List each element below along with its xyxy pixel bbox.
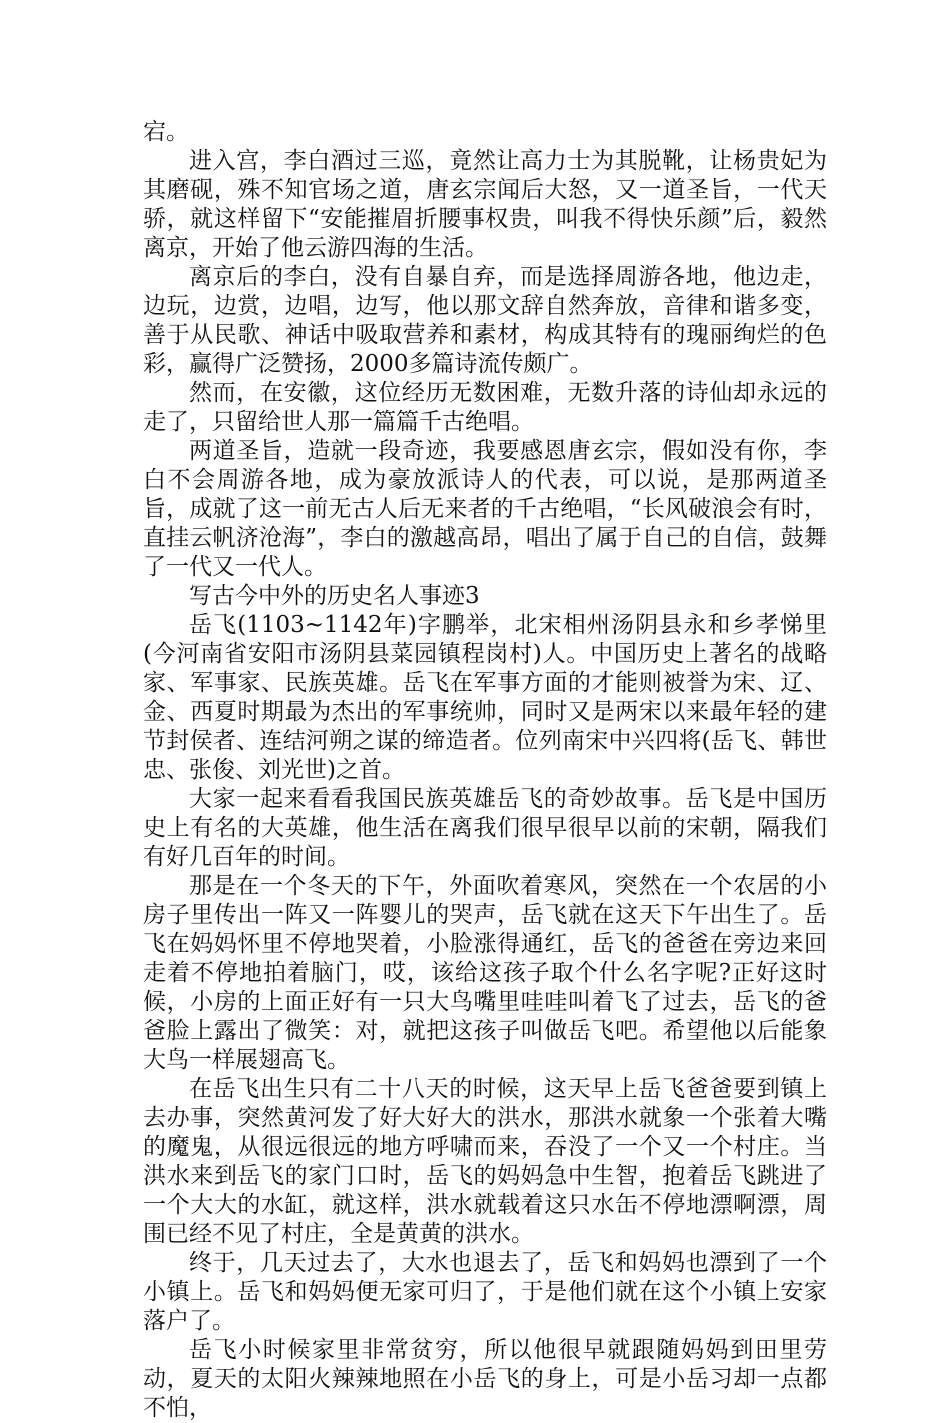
section-heading: 写古今中外的历史名人事迹3 — [189, 583, 480, 609]
paragraph-travels: 离京后的李白，没有自暴自弃，而是选择周游各地，他边走，边玩，边赏，边唱，边写，他以那文辞自然奔放，音律和谐多变，善于从民歌、神话中吸取营养和素材，构成其特有的瑰丽绚烂的色彩，赢得广泛赞扬，2000多篇诗流传颇广。 — [143, 264, 827, 377]
paragraph-yuefei-bio: 岳飞(1103~1142年)字鹏举，北宋相州汤阴县永和乡孝悌里(今河南省安阳市汤阴县菜园镇程岗村)人。中国历史上著名的战略家、军事家、民族英雄。岳飞在军事方面的才能则被誉为宋、辽、金、西夏时期最为杰出的军事统帅，同时又是两宋以来最年轻的建节封侯者、连结河朔之谋的缔造者。位列南宋中兴四将(岳飞、韩世忠、张俊、刘光世)之首。 — [143, 612, 827, 783]
paragraph-flood: 在岳飞出生只有二十八天的时候，这天早上岳飞爸爸要到镇上去办事，突然黄河发了好大好大的洪水，那洪水就象一个张着大嘴的魔鬼，从很远很远的地方呼啸而来，吞没了一个又一个村庄。当洪水来到岳飞的家门口时，岳飞的妈妈急中生智，抱着岳飞跳进了一个大大的水缸，就这样，洪水就载着这只水缶不停地漂啊漂，周围已经不见了村庄，全是黄黄的洪水。 — [143, 1076, 827, 1247]
paragraph-birth: 那是在一个冬天的下午，外面吹着寒风，突然在一个农居的小房子里传出一阵又一阵婴儿的哭声，岳飞就在这天下午出生了。岳飞在妈妈怀里不停地哭着，小脸涨得通红，岳飞的爸爸在旁边来回走着不停地拍着脑门，哎，该给这孩子取个什么名字呢?正好这时候，小房的上面正好有一只大鸟嘴里哇哇叫着飞了过去，岳飞的爸爸脸上露出了微笑：对，就把这孩子叫做岳飞吧。希望他以后能象大鸟一样展翅高飞。 — [143, 873, 827, 1073]
paragraph-palace: 进入宫，李白酒过三巡，竟然让高力士为其脱靴，让杨贵妃为其磨砚，殊不知官场之道，唐玄宗闻后大怒，又一道圣旨，一代天骄，就这样留下“安能摧眉折腰事权贵，叫我不得快乐颜”后，毅然离京，开始了他云游四海的生活。 — [143, 148, 827, 261]
paragraph-continuation: 宕。 — [143, 119, 189, 145]
paragraph-yuefei-intro: 大家一起来看看我国民族英雄岳飞的奇妙故事。岳飞是中国历史上有名的大英雄，他生活在离我们很早很早以前的宋朝，隔我们有好几百年的时间。 — [143, 786, 827, 870]
paragraph-two-edicts: 两道圣旨，造就一段奇迹，我要感恩唐玄宗，假如没有你，李白不会周游各地，成为豪放派诗人的代表，可以说，是那两道圣旨，成就了这一前无古人后无来者的千古绝唱，“长风破浪会有时，直挂云帆济沧海”，李白的激越高昂，唱出了属于自己的自信，鼓舞了一代又一代人。 — [143, 438, 827, 580]
paragraph-anhui: 然而，在安徽，这位经历无数困难，无数升落的诗仙却永远的走了，只留给世人那一篇篇千古绝唱。 — [143, 380, 827, 435]
paragraph-settle: 终于，几天过去了，大水也退去了，岳飞和妈妈也漂到了一个小镇上。岳飞和妈妈便无家可归了，于是他们就在这个小镇上安家落户了。 — [143, 1250, 827, 1334]
paragraph-childhood: 岳飞小时候家里非常贫穷，所以他很早就跟随妈妈到田里劳动，夏天的太阳火辣辣地照在小岳飞的身上，可是小岳习却一点都不怕， — [143, 1337, 827, 1421]
document-page — [143, 118, 827, 1423]
